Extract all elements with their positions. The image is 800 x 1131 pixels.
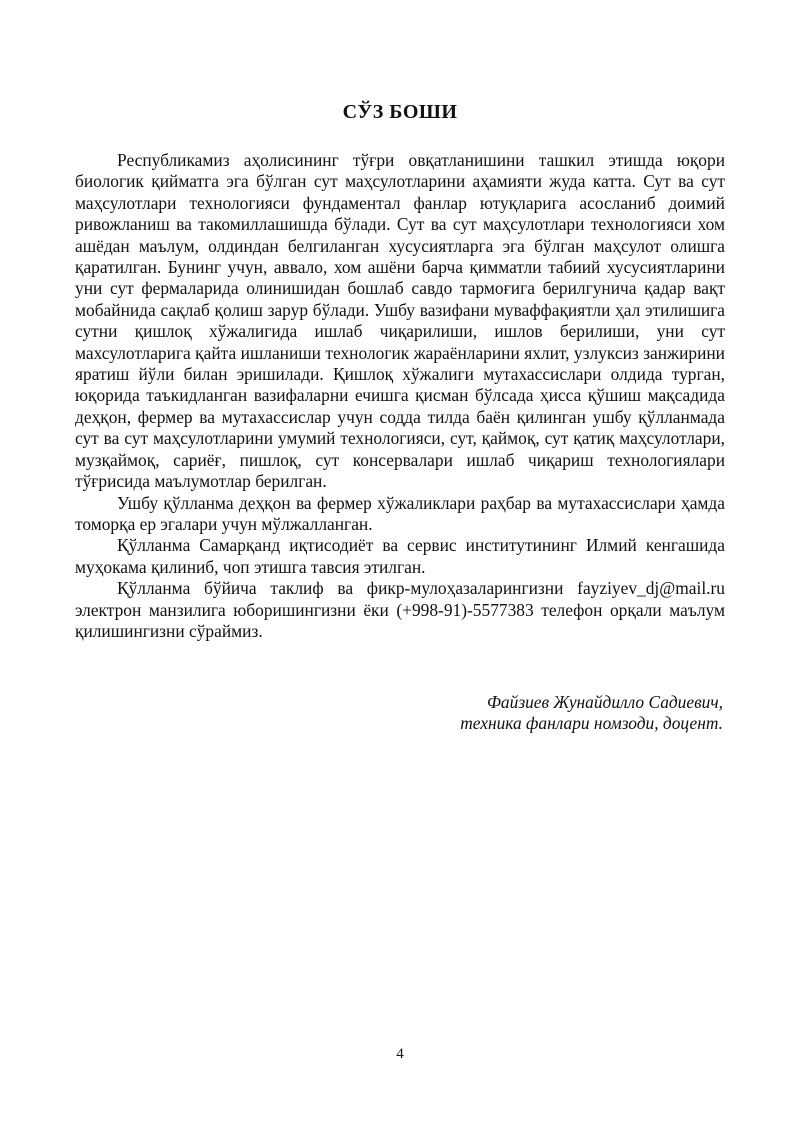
- author-position: техника фанлари номзоди, доцент.: [460, 713, 723, 734]
- paragraph-audience: Ушбу қўлланма деҳқон ва фермер хўжаликлари раҳбар ва мутахассислари ҳамда томорқа ер эгалари учун мўлжалланган.: [75, 492, 725, 534]
- paragraph-contact: Қўлланма бўйича таклиф ва фикр-мулоҳазаларингизни fayziyev_dj@mail.ru электрон манзилига юборишингизни ёки (+998-91)-5577383 телефон орқали маълум қилишингизни сўраймиз.: [75, 578, 725, 641]
- page-title: СЎЗ БОШИ: [342, 101, 458, 123]
- author-signature: [75, 692, 723, 735]
- body-text: [75, 150, 725, 642]
- page-number: 4: [396, 1046, 404, 1062]
- author-name: Файзиев Жунайдилло Садиевич,: [486, 692, 723, 712]
- paragraph-intro: Республикамиз аҳолисининг тўғри овқатланишини ташкил этишда юқори биологик қийматга эга бўлган сут маҳсулотларини аҳамияти жуда катта. Сут ва сут маҳсулотлари технологияси фундаментал фанлар ютуқларига асосланиб доимий ривожланиш ва такомиллашишда бўлади. Сут ва сут маҳсулотлари технологияси хом ашёдан маълум, олдиндан белгиланган хусусиятларга эга бўлган маҳсулот олишга қаратилган. Бунинг учун, аввало, хом ашёни барча қимматли табиий хусусиятларини уни сут фермаларида олинишидан бошлаб савдо тармоғига берилгунича қадар вақт мобайнида сақлаб қолиш зарур бўлади. Ушбу вазифани муваффақиятли ҳал этилишига сутни қишлоқ хўжалигида ишлаб чиқарилиши, ишлов берилиши, уни сут махсулотларига қайта ишланиши технологик жараёнларини яхлит, узлуксиз занжирини яратиш йўли билан эришилади. Қишлоқ хўжалиги мутахассислари олдида турган, юқорида таъкидланган вазифаларни ечишга қисман бўлсада ҳисса қўшиш мақсадида деҳқон, фермер ва мутахассислар учун содда тилда баён қилинган ушбу қўлланмада сут ва сут маҳсулотларини умумий технологияси, сут, қаймоқ, сут қатиқ маҳсулотлари, музқаймоқ, сариёғ, пишлоқ, сут консервалари ишлаб чиқариш технологиялари тўғрисида маълумотлар берилган.: [75, 150, 725, 492]
- paragraph-approval: Қўлланма Самарқанд иқтисодиёт ва сервис институтининг Илмий кенгашида муҳокама қилиниб, чоп этишга тавсия этилган.: [75, 535, 725, 577]
